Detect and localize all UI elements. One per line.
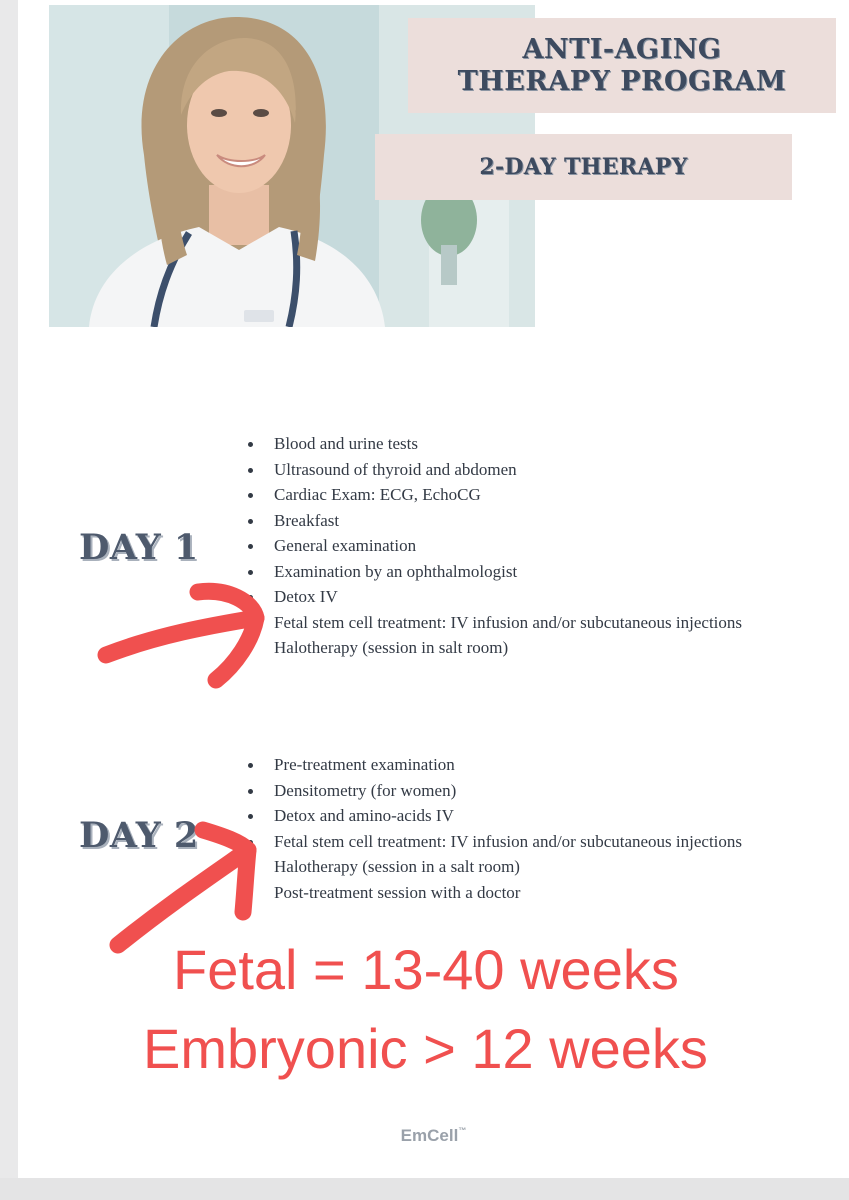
program-title-line-2: THERAPY PROGRAM — [457, 65, 787, 97]
program-title-box — [408, 18, 836, 113]
list-item — [246, 803, 742, 829]
list-item — [246, 778, 742, 804]
list-item — [246, 431, 742, 457]
day-2-label: DAY 2 — [79, 815, 199, 856]
bullet-icon — [248, 570, 253, 575]
bullet-icon — [248, 814, 253, 819]
list-item — [246, 508, 742, 534]
list-item — [246, 584, 742, 610]
emcell-logo-text: EmCell — [400, 1126, 459, 1145]
arrow-day1-shaft — [106, 618, 256, 655]
day-1-list — [246, 431, 742, 661]
list-item — [246, 533, 742, 559]
bullet-icon — [248, 442, 253, 447]
bullet-icon — [248, 493, 253, 498]
bullet-icon — [248, 763, 253, 768]
program-title-line-1: ANTI-AGING — [522, 33, 722, 65]
list-item-text: Detox IV — [274, 587, 338, 606]
list-item-text: Post-treatment session with a doctor — [274, 882, 521, 902]
list-item-text: General examination — [274, 536, 417, 555]
list-item — [246, 829, 742, 855]
brochure-page — [18, 0, 849, 1178]
program-subtitle-box — [375, 134, 792, 200]
list-item-text: Halotherapy (session in a salt room) — [274, 857, 520, 876]
list-item-text: Pre-treatment examination — [274, 755, 455, 774]
program-subtitle: 2-DAY THERAPY — [479, 154, 688, 180]
arrow-day2-head — [203, 830, 248, 912]
bullet-icon — [248, 544, 253, 549]
emcell-logo — [18, 1126, 849, 1146]
list-item — [246, 610, 742, 636]
list-item-text: Examination by an ophthalmologist — [274, 561, 518, 581]
bullet-icon — [248, 595, 253, 600]
list-item-text: Fetal stem cell treatment: IV infusion and/or subcutaneous injections — [274, 831, 743, 851]
list-item — [246, 635, 742, 661]
list-item — [246, 482, 742, 508]
list-item — [246, 854, 742, 880]
bullet-icon — [248, 840, 253, 845]
trademark-mark: ™ — [458, 1126, 467, 1135]
embryonic-weeks-note: Embryonic > 12 weeks — [143, 1017, 708, 1080]
day-1-label: DAY 1 — [79, 527, 199, 568]
list-item-text: Densitometry (for women) — [274, 780, 457, 800]
bullet-icon — [248, 468, 253, 473]
list-item-text: Ultrasound of thyroid and abdomen — [274, 459, 517, 479]
fetal-weeks-note: Fetal = 13-40 weeks — [173, 938, 679, 1001]
list-item-text: Breakfast — [274, 510, 340, 530]
list-item-text: Detox and amino-acids IV — [274, 806, 454, 825]
list-item-text: Halotherapy (session in salt room) — [274, 638, 509, 657]
list-item — [246, 880, 742, 906]
list-item — [246, 457, 742, 483]
bullet-icon — [248, 789, 253, 794]
bullet-icon — [248, 519, 253, 524]
list-item-text: Fetal stem cell treatment: IV infusion and/or subcutaneous injections — [274, 612, 743, 632]
list-item — [246, 559, 742, 585]
list-item-text: Blood and urine tests — [274, 434, 419, 453]
list-item — [246, 752, 742, 778]
day-2-list — [246, 752, 742, 905]
list-item-text: Cardiac Exam: ECG, EchoCG — [274, 485, 481, 504]
bottom-strip — [0, 1178, 849, 1200]
arrow-day2-shaft — [118, 850, 248, 945]
